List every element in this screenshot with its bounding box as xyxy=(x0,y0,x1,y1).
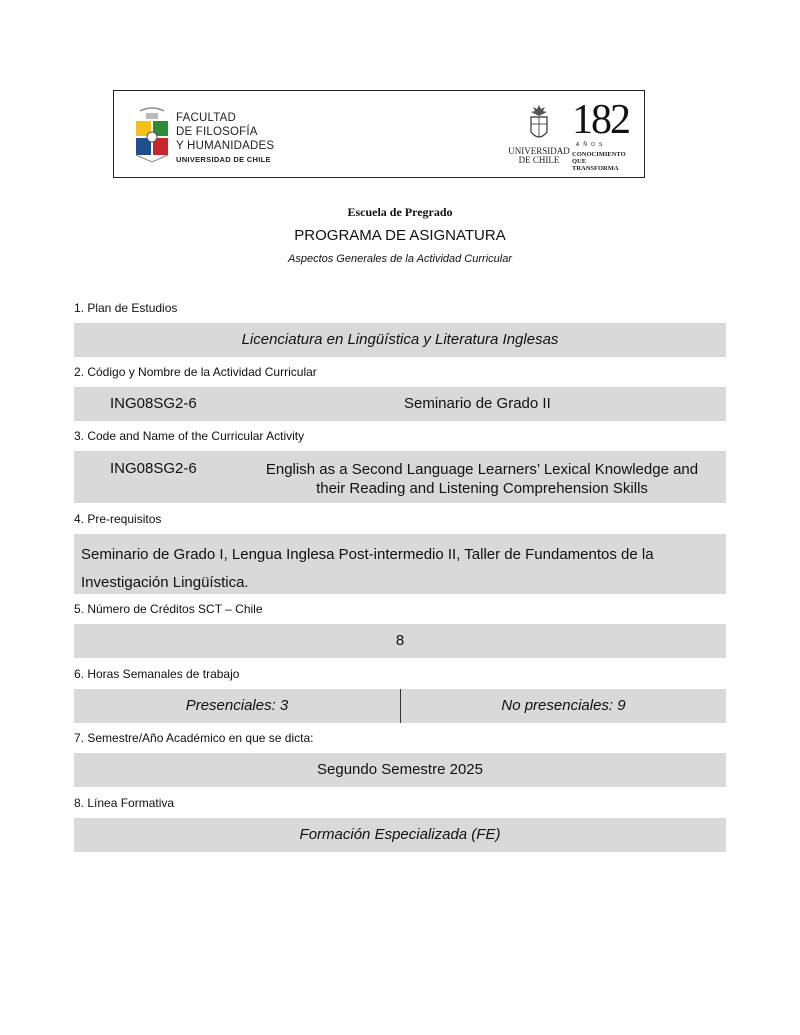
semester-box xyxy=(74,753,726,787)
program-title: PROGRAMA DE ASIGNATURA xyxy=(294,227,506,244)
university-name-line: DE CHILE xyxy=(518,155,560,165)
university-name xyxy=(504,147,574,165)
slogan-line: CONOCIMIENTO xyxy=(572,151,626,158)
faculty-line: Y HUMANIDADES xyxy=(176,140,275,152)
formation-line-box xyxy=(74,818,726,852)
faculty-line: DE FILOSOFÍA xyxy=(176,126,258,138)
course-code-en: ING08SG2-6 xyxy=(110,460,197,477)
course-name-en-line: their Reading and Listening Comprehension Skills xyxy=(316,480,648,497)
code-name-en-box xyxy=(74,451,726,503)
section-8-label: 8. Línea Formativa xyxy=(74,796,175,810)
section-2-label: 2. Código y Nombre de la Actividad Curricular xyxy=(74,365,317,379)
section-4-label: 4. Pre-requisitos xyxy=(74,512,162,526)
credits-value: 8 xyxy=(395,632,405,649)
header-banner xyxy=(113,90,645,178)
formation-line-value: Formación Especializada (FE) xyxy=(299,826,501,843)
section-1-label: 1. Plan de Estudios xyxy=(74,301,178,315)
section-5-label: 5. Número de Créditos SCT – Chile xyxy=(74,602,263,616)
school-title: Escuela de Pregrado xyxy=(347,205,453,219)
section-3-label: 3. Code and Name of the Curricular Activity xyxy=(74,429,305,443)
presential-hours: Presenciales: 3 xyxy=(185,697,289,714)
anniversary-slogan xyxy=(572,151,632,172)
prerequisites-line: Investigación Lingüística. xyxy=(81,574,249,591)
course-code: ING08SG2-6 xyxy=(110,395,197,412)
anniversary-years: AÑOS xyxy=(576,142,607,148)
slogan-line: QUE TRANSFORMA xyxy=(572,158,619,172)
faculty-crest-icon xyxy=(134,105,170,163)
prerequisites-line: Seminario de Grado I, Lengua Inglesa Post-intermedio II, Taller de Fundamentos de la xyxy=(81,546,654,563)
faculty-line: FACULTAD xyxy=(176,112,236,124)
hours-box xyxy=(74,689,726,723)
program-subtitle: Aspectos Generales de la Actividad Curricular xyxy=(288,253,512,265)
plan-box xyxy=(74,323,726,357)
semester-value: Segundo Semestre 2025 xyxy=(317,761,483,778)
section-7-label: 7. Semestre/Año Académico en que se dicta: xyxy=(74,731,314,745)
course-name-en xyxy=(252,460,712,498)
section-6-label: 6. Horas Semanales de trabajo xyxy=(74,667,240,681)
course-name: Seminario de Grado II xyxy=(404,395,551,412)
credits-box xyxy=(74,624,726,658)
code-name-box xyxy=(74,387,726,421)
prerequisites-box xyxy=(74,534,726,594)
faculty-university: UNIVERSIDAD DE CHILE xyxy=(176,155,271,164)
plan-value: Licenciatura en Lingüística y Literatura Inglesas xyxy=(241,331,559,348)
university-crest-icon xyxy=(526,104,552,144)
course-name-en-line: English as a Second Language Learners’ Lexical Knowledge and xyxy=(265,461,699,478)
university-name-line: UNIVERSIDAD xyxy=(508,146,570,156)
anniversary-number: 182 xyxy=(572,97,629,143)
non-presential-hours: No presenciales: 9 xyxy=(501,697,626,714)
prerequisites-text xyxy=(81,541,654,597)
faculty-name xyxy=(176,111,274,164)
